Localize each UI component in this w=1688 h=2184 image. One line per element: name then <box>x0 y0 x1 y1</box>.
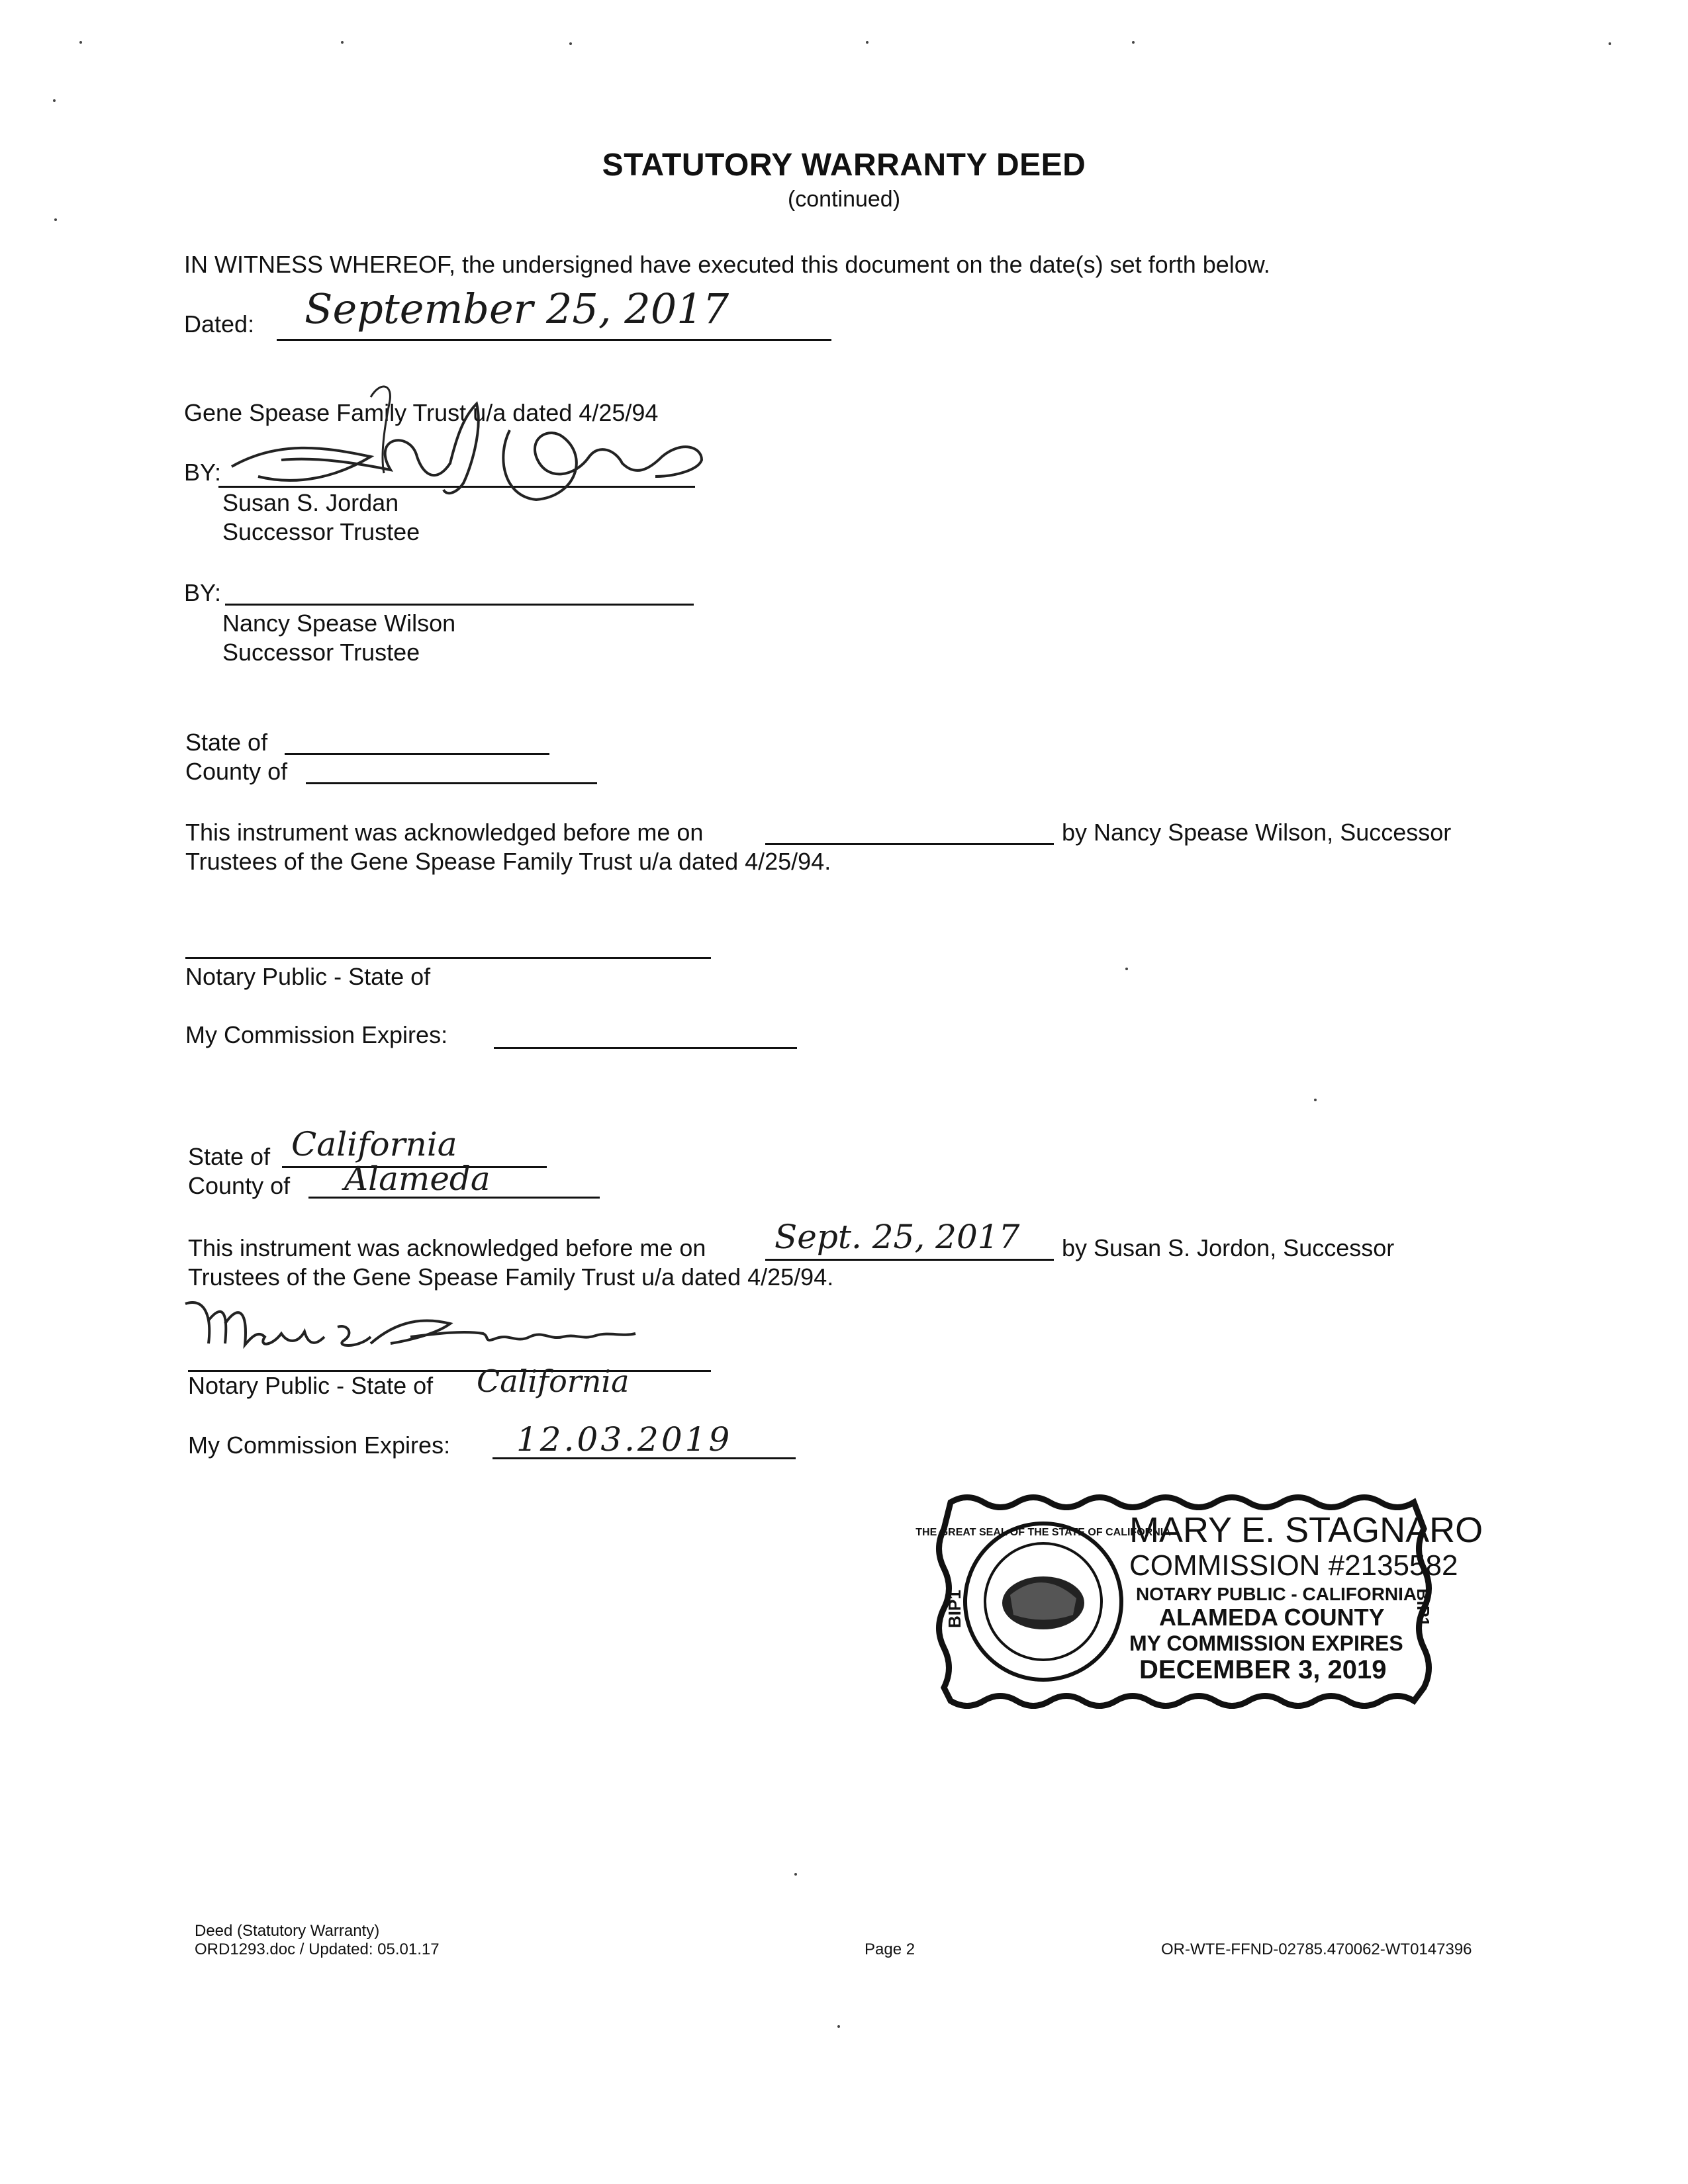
ack2-commission-label: My Commission Expires: <box>188 1432 451 1459</box>
stamp-commission: COMMISSION #2135582 <box>1129 1549 1458 1582</box>
ack2-statement-pre: This instrument was acknowledged before me on <box>188 1234 706 1261</box>
notary-stamp <box>915 1489 1483 1714</box>
notary-signature <box>172 1297 715 1377</box>
ack2-county-handwritten: Alameda <box>344 1160 491 1198</box>
dated-line <box>277 339 831 341</box>
footer-doc-line2: ORD1293.doc / Updated: 05.01.17 <box>195 1940 440 1958</box>
ack2-date-handwritten: Sept. 25, 2017 <box>774 1218 1020 1256</box>
footer-page-number: Page 2 <box>865 1940 915 1958</box>
trust-name: Gene Spease Family Trust u/a dated 4/25/94 <box>184 399 659 426</box>
ack1-notary-label: Notary Public - State of <box>185 963 431 990</box>
signer2-by-label: BY: <box>184 579 222 606</box>
signer2-name: Nancy Spease Wilson <box>222 610 456 637</box>
ack1-date-line <box>765 843 1054 845</box>
signer2-title: Successor Trustee <box>222 639 420 666</box>
ack1-county-label: County of <box>185 758 288 785</box>
footer-reference: OR-WTE-FFND-02785.470062-WT0147396 <box>1161 1940 1472 1958</box>
ack1-county-line <box>306 782 597 784</box>
ack2-date-line <box>765 1259 1054 1261</box>
stamp-seal-text: THE GREAT SEAL OF THE STATE OF CALIFORNIA <box>915 1527 1171 1538</box>
ack2-notary-state-handwritten: California <box>477 1363 630 1399</box>
ack2-state-handwritten: California <box>291 1125 457 1163</box>
ack2-county-label: County of <box>188 1172 291 1199</box>
signer1-title: Successor Trustee <box>222 518 420 545</box>
ack1-commission-label: My Commission Expires: <box>185 1021 448 1048</box>
ack1-notary-signature-line <box>185 957 711 959</box>
stamp-side-right: BIP1 <box>1413 1588 1433 1627</box>
signer2-signature-line <box>225 604 694 606</box>
witness-statement: IN WITNESS WHEREOF, the undersigned have executed this document on the date(s) set forth below. <box>184 251 1270 278</box>
stamp-side-left: BIP1 <box>945 1590 964 1628</box>
ack2-commission-handwritten: 12.03.2019 <box>516 1420 733 1459</box>
ack1-state-label: State of <box>185 729 268 756</box>
ack1-statement-post: by Nancy Spease Wilson, Successor <box>1062 819 1452 846</box>
ack1-commission-line <box>494 1047 797 1049</box>
ack2-state-label: State of <box>188 1143 271 1170</box>
ack1-statement-pre: This instrument was acknowledged before me on <box>185 819 704 846</box>
ack1-statement-line2: Trustees of the Gene Spease Family Trust u/a dated 4/25/94. <box>185 848 831 875</box>
ack2-statement-line2: Trustees of the Gene Spease Family Trust u/a dated 4/25/94. <box>188 1263 834 1291</box>
dated-handwritten-value: September 25, 2017 <box>305 285 729 333</box>
stamp-line4: ALAMEDA COUNTY <box>1159 1604 1385 1631</box>
stamp-line5: MY COMMISSION EXPIRES <box>1129 1631 1403 1655</box>
stamp-name: MARY E. STAGNARO <box>1129 1510 1483 1550</box>
footer-doc-line1: Deed (Statutory Warranty) <box>195 1922 380 1940</box>
stamp-line3: NOTARY PUBLIC - CALIFORNIA <box>1136 1584 1417 1604</box>
signer1-by-label: BY: <box>184 459 222 486</box>
ack1-state-line <box>285 753 549 755</box>
ack2-statement-post: by Susan S. Jordon, Successor <box>1062 1234 1395 1261</box>
ack2-notary-label: Notary Public - State of <box>188 1372 434 1399</box>
signer1-name: Susan S. Jordan <box>222 489 399 516</box>
stamp-line6: DECEMBER 3, 2019 <box>1139 1655 1387 1684</box>
document-title: STATUTORY WARRANTY DEED <box>602 148 1086 183</box>
dated-label: Dated: <box>184 310 255 338</box>
document-subtitle: (continued) <box>787 187 901 212</box>
